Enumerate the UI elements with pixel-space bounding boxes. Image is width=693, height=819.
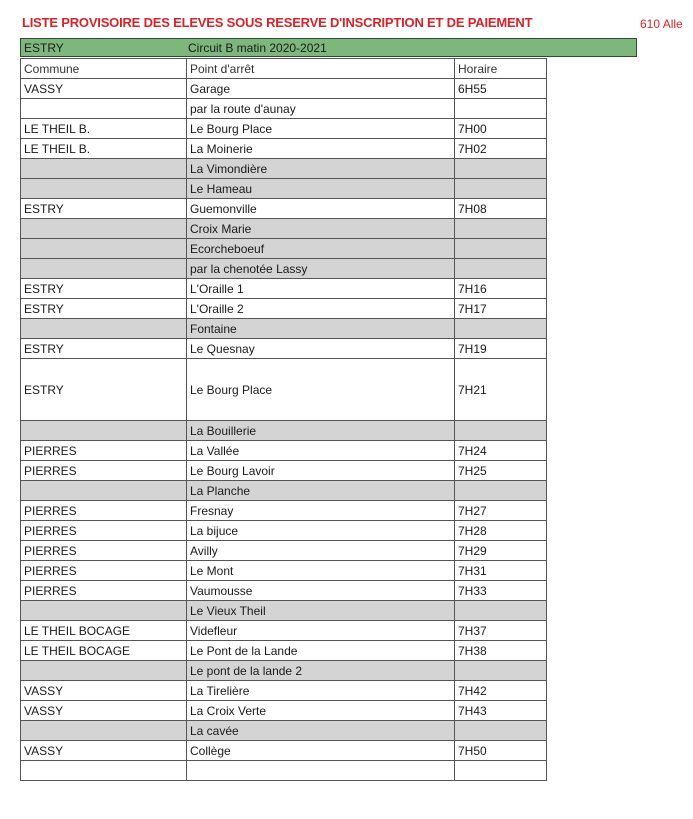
time-cell: 7H29	[455, 541, 547, 561]
time-cell	[455, 99, 547, 119]
time-cell: 7H08	[455, 199, 547, 219]
stop-cell	[187, 761, 455, 781]
commune-cell: ESTRY	[21, 359, 187, 421]
time-cell: 7H33	[455, 581, 547, 601]
commune-cell	[21, 259, 187, 279]
time-cell	[455, 661, 547, 681]
stop-cell: Le Pont de la Lande	[187, 641, 455, 661]
table-row	[21, 159, 547, 179]
time-cell: 7H00	[455, 119, 547, 139]
time-cell: 7H42	[455, 681, 547, 701]
table-row	[21, 259, 547, 279]
time-cell: 7H50	[455, 741, 547, 761]
table-row	[21, 621, 547, 641]
document-title: LISTE PROVISOIRE DES ELEVES SOUS RESERVE D'INSCRIPTION ET DE PAIEMENT	[22, 15, 533, 30]
commune-cell	[21, 721, 187, 741]
commune-cell: PIERRES	[21, 541, 187, 561]
time-cell: 7H17	[455, 299, 547, 319]
stop-cell: Garage	[187, 79, 455, 99]
time-cell: 7H21	[455, 359, 547, 421]
commune-cell	[21, 239, 187, 259]
commune-cell	[21, 99, 187, 119]
time-cell: 7H27	[455, 501, 547, 521]
route-name: ESTRY	[24, 41, 64, 55]
time-cell	[455, 319, 547, 339]
table-row	[21, 279, 547, 299]
time-cell: 7H24	[455, 441, 547, 461]
table-row	[21, 239, 547, 259]
time-cell	[455, 179, 547, 199]
stop-cell: par la route d'aunay	[187, 99, 455, 119]
time-cell	[455, 421, 547, 441]
table-row	[21, 79, 547, 99]
table-row	[21, 541, 547, 561]
commune-cell: ESTRY	[21, 299, 187, 319]
time-cell	[455, 601, 547, 621]
commune-cell: PIERRES	[21, 441, 187, 461]
table-row	[21, 641, 547, 661]
table-row	[21, 701, 547, 721]
commune-cell: ESTRY	[21, 199, 187, 219]
stop-cell: La Planche	[187, 481, 455, 501]
table-row	[21, 761, 547, 781]
commune-cell: PIERRES	[21, 501, 187, 521]
commune-cell	[21, 481, 187, 501]
stop-cell: Le pont de la lande 2	[187, 661, 455, 681]
schedule-table	[20, 58, 547, 781]
stop-cell: Fresnay	[187, 501, 455, 521]
stop-cell: La cavée	[187, 721, 455, 741]
commune-cell: PIERRES	[21, 521, 187, 541]
commune-cell: LE THEIL B.	[21, 119, 187, 139]
time-cell	[455, 159, 547, 179]
table-row	[21, 421, 547, 441]
commune-cell	[21, 421, 187, 441]
stop-cell: Collège	[187, 741, 455, 761]
commune-cell	[21, 601, 187, 621]
table-row	[21, 501, 547, 521]
table-row	[21, 219, 547, 239]
table-row	[21, 339, 547, 359]
table-row	[21, 741, 547, 761]
stop-cell: Le Quesnay	[187, 339, 455, 359]
commune-cell: VASSY	[21, 681, 187, 701]
table-row	[21, 521, 547, 541]
commune-cell	[21, 319, 187, 339]
table-row	[21, 721, 547, 741]
commune-cell	[21, 179, 187, 199]
time-cell: 6H55	[455, 79, 547, 99]
stop-cell: La bijuce	[187, 521, 455, 541]
schedule-table-body	[21, 59, 547, 781]
table-row	[21, 481, 547, 501]
table-row	[21, 561, 547, 581]
stop-cell: Videfleur	[187, 621, 455, 641]
stop-cell: La Croix Verte	[187, 701, 455, 721]
circuit-label: Circuit B matin 2020-2021	[188, 41, 327, 55]
commune-cell: PIERRES	[21, 561, 187, 581]
table-row	[21, 139, 547, 159]
stop-cell: La Tirelière	[187, 681, 455, 701]
table-row	[21, 119, 547, 139]
table-row	[21, 681, 547, 701]
stop-cell: L'Oraille 1	[187, 279, 455, 299]
commune-cell	[21, 219, 187, 239]
time-cell: 7H19	[455, 339, 547, 359]
table-row	[21, 99, 547, 119]
table-row	[21, 299, 547, 319]
commune-cell: VASSY	[21, 741, 187, 761]
stop-cell: Fontaine	[187, 319, 455, 339]
commune-cell: PIERRES	[21, 461, 187, 481]
time-cell: 7H31	[455, 561, 547, 581]
commune-cell: LE THEIL BOCAGE	[21, 641, 187, 661]
stop-cell: Guemonville	[187, 199, 455, 219]
stop-cell: La Moinerie	[187, 139, 455, 159]
column-header-time: Horaire	[455, 59, 547, 79]
table-row	[21, 461, 547, 481]
stop-cell: Le Vieux Theil	[187, 601, 455, 621]
time-cell	[455, 721, 547, 741]
stop-cell: La Vimondière	[187, 159, 455, 179]
stop-cell: Le Mont	[187, 561, 455, 581]
commune-cell	[21, 159, 187, 179]
time-cell: 7H16	[455, 279, 547, 299]
table-row	[21, 199, 547, 219]
time-cell	[455, 761, 547, 781]
stop-cell: Vaumousse	[187, 581, 455, 601]
stop-cell: Le Bourg Place	[187, 359, 455, 421]
route-header-bar	[20, 38, 637, 57]
time-cell: 7H02	[455, 139, 547, 159]
commune-cell: VASSY	[21, 79, 187, 99]
stop-cell: Avilly	[187, 541, 455, 561]
column-header-stop: Point d'arrêt	[187, 59, 455, 79]
table-row	[21, 441, 547, 461]
commune-cell: PIERRES	[21, 581, 187, 601]
corner-note: 610 Alle	[640, 17, 683, 31]
time-cell: 7H25	[455, 461, 547, 481]
time-cell	[455, 239, 547, 259]
time-cell	[455, 219, 547, 239]
table-header-row	[21, 59, 547, 79]
column-header-commune: Commune	[21, 59, 187, 79]
stop-cell: Le Bourg Place	[187, 119, 455, 139]
stop-cell: Croix Marie	[187, 219, 455, 239]
stop-cell: Le Hameau	[187, 179, 455, 199]
table-row	[21, 359, 547, 421]
commune-cell: VASSY	[21, 701, 187, 721]
stop-cell: L'Oraille 2	[187, 299, 455, 319]
stop-cell: La Vallée	[187, 441, 455, 461]
commune-cell: LE THEIL BOCAGE	[21, 621, 187, 641]
commune-cell	[21, 661, 187, 681]
time-cell	[455, 481, 547, 501]
time-cell	[455, 259, 547, 279]
table-row	[21, 581, 547, 601]
time-cell: 7H38	[455, 641, 547, 661]
stop-cell: Le Bourg Lavoir	[187, 461, 455, 481]
table-row	[21, 179, 547, 199]
table-row	[21, 319, 547, 339]
time-cell: 7H28	[455, 521, 547, 541]
table-row	[21, 601, 547, 621]
commune-cell	[21, 761, 187, 781]
time-cell: 7H43	[455, 701, 547, 721]
stop-cell: Ecorcheboeuf	[187, 239, 455, 259]
commune-cell: LE THEIL B.	[21, 139, 187, 159]
time-cell: 7H37	[455, 621, 547, 641]
stop-cell: La Bouillerie	[187, 421, 455, 441]
stop-cell: par la chenotée Lassy	[187, 259, 455, 279]
commune-cell: ESTRY	[21, 279, 187, 299]
commune-cell: ESTRY	[21, 339, 187, 359]
table-row	[21, 661, 547, 681]
